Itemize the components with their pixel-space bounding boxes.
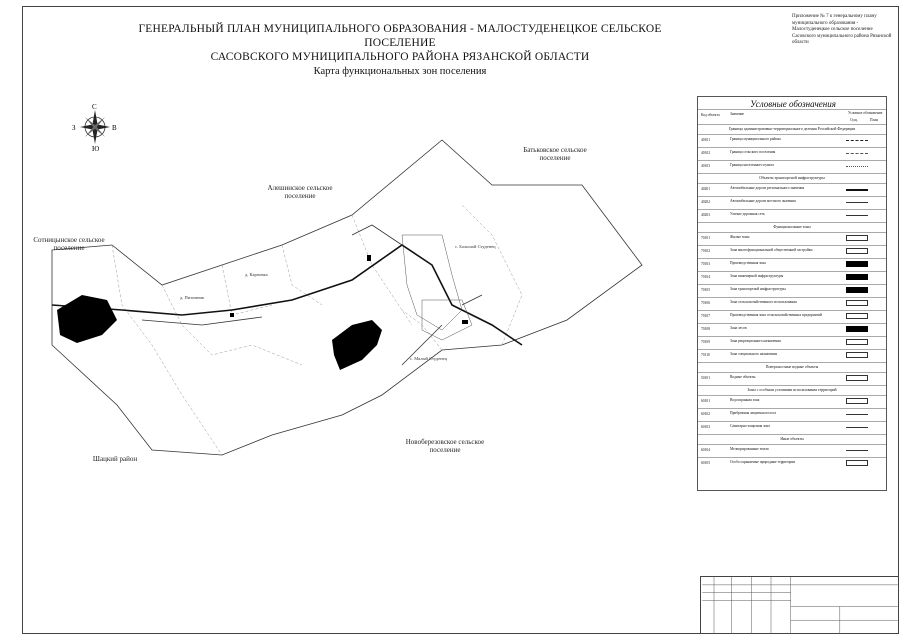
- legend-row: [698, 421, 886, 433]
- legend-symbol: [846, 166, 868, 167]
- legend-section: Поверхностные водные объекты: [698, 362, 886, 372]
- legend-row: [698, 457, 886, 469]
- legend-row: [698, 284, 886, 296]
- legend-label: Водоохранная зона: [730, 398, 760, 402]
- legend-section: Иные объекты: [698, 434, 886, 444]
- compass-west: З: [72, 124, 76, 132]
- legend-label: Зона рекреационного назначения: [730, 339, 781, 343]
- map-subtitle: Карта функциональных зон поселения: [313, 66, 487, 77]
- legend-symbol: [846, 313, 868, 319]
- legend-label: Производственная зона сельскохозяйственных предприятий: [730, 313, 822, 317]
- legend-code: 60102: [701, 412, 710, 416]
- legend-row: [698, 258, 886, 270]
- legend-code: 70109: [701, 340, 710, 344]
- legend-label: Особо охраняемые природные территории: [730, 460, 796, 464]
- legend-title: Условные обозначения: [750, 99, 836, 109]
- legend-symbol: [846, 189, 868, 191]
- legend-code: 70104: [701, 275, 710, 279]
- legend-label: Жилые зоны: [730, 235, 750, 239]
- legend-row: [698, 310, 886, 322]
- legend-row: [698, 323, 886, 335]
- label-maly-studenets: с. Малый Студенец: [410, 356, 448, 361]
- building-marker: [367, 255, 371, 261]
- legend-row: [698, 196, 886, 208]
- legend-header-planned: План: [870, 118, 878, 122]
- appendix-note: Приложение № 7 к генеральному плану муниципального образования - Малостуденецкое сельское поселение Сасовского муниципального района Рязанской области: [792, 14, 892, 45]
- label-shatsky: Шацкий район: [92, 455, 138, 463]
- legend-label: Зона сельскохозяйственного использования: [730, 300, 797, 304]
- page-title: [110, 22, 690, 64]
- legend-label: Граница сельского поселения: [730, 150, 776, 154]
- legend-label: Водные объекты: [730, 375, 756, 379]
- legend-code: 40202: [701, 200, 710, 204]
- compass-east: В: [112, 124, 117, 132]
- legend-section: Функциональные зоны: [698, 222, 886, 232]
- legend-symbol: [846, 140, 868, 141]
- legend-code: 40201: [701, 187, 710, 191]
- building-marker: [462, 320, 468, 324]
- legend-label: Граница муниципального района: [730, 137, 781, 141]
- legend-code: 40101: [701, 138, 710, 142]
- legend-row: [698, 147, 886, 159]
- regional-road: [52, 245, 522, 345]
- legend-label: Санитарно-защитная зона: [730, 424, 770, 428]
- legend-row: [698, 245, 886, 257]
- legend-symbol: [846, 375, 868, 381]
- label-aleshinskoe: Алешинское сельское поселение: [267, 184, 333, 200]
- legend-section: Границы административно-территориального деления Российской Федерации: [698, 124, 886, 134]
- forest-zone-west: [57, 295, 117, 343]
- legend-label: Прибрежная защитная полоса: [730, 411, 777, 415]
- legend-code: 50101: [701, 376, 710, 380]
- legend-row: [698, 134, 886, 146]
- internal-boundaries: [112, 205, 522, 455]
- legend-symbol: [846, 300, 868, 306]
- legend-code: 60104: [701, 448, 710, 452]
- legend-label: Граница населенного пункта: [730, 163, 774, 167]
- legend-label: Зона транспортной инфраструктуры: [730, 287, 786, 291]
- legend-header-code: Код объекта: [701, 113, 720, 117]
- label-batkovskoe: Батьковское сельское поселение: [523, 146, 587, 162]
- legend-code: 40102: [701, 151, 710, 155]
- legend-section: Объекты транспортной инфраструктуры: [698, 173, 886, 183]
- map-legend: [697, 96, 887, 491]
- label-sotnitsynskoe: Сотницынское сельское поселение: [33, 236, 105, 252]
- legend-symbol: [846, 339, 868, 345]
- legend-symbol: [846, 414, 868, 415]
- legend-code: 70110: [701, 353, 710, 357]
- legend-symbol: [846, 248, 868, 254]
- legend-symbol: [846, 235, 868, 241]
- legend-symbol: [846, 153, 868, 154]
- legend-code: 60101: [701, 399, 710, 403]
- legend-row: [698, 395, 886, 407]
- building-marker: [230, 313, 234, 317]
- forest-zone-central: [332, 320, 382, 370]
- legend-symbol: [846, 261, 868, 267]
- legend-row: [698, 336, 886, 348]
- legend-symbol: [846, 352, 868, 358]
- legend-row: [698, 297, 886, 309]
- legend-symbol: [846, 326, 868, 332]
- legend-header-existing: Сущ.: [850, 118, 858, 122]
- legend-row: [698, 271, 886, 283]
- legend-row: [698, 349, 886, 361]
- legend-symbol: [846, 398, 868, 404]
- legend-label: Производственная зона: [730, 261, 766, 265]
- label-karpovka: д. Карповка: [245, 272, 268, 277]
- legend-symbol: [846, 460, 868, 466]
- legend-symbol: [846, 427, 868, 428]
- legend-row: [698, 183, 886, 195]
- legend-code: 70108: [701, 327, 710, 331]
- title-line-1: ГЕНЕРАЛЬНЫЙ ПЛАН МУНИЦИПАЛЬНОГО ОБРАЗОВАНИЯ - МАЛОСТУДЕНЕЦКОЕ СЕЛЬСКОЕ ПОСЕЛЕНИЕ: [138, 23, 662, 49]
- legend-label: Зона специального назначения: [730, 352, 778, 356]
- legend-code: 40103: [701, 164, 710, 168]
- legend-row: [698, 408, 886, 420]
- legend-code: 60105: [701, 461, 710, 465]
- legend-symbol: [846, 450, 868, 451]
- compass-south: Ю: [92, 145, 100, 152]
- legend-code: 70101: [701, 236, 710, 240]
- label-bolshoy-studenets: с. Большой Студенец: [455, 244, 496, 249]
- legend-symbol: [846, 274, 868, 280]
- legend-symbol: [846, 215, 868, 216]
- legend-header-symbol: Условное обозначение: [848, 111, 883, 115]
- legend-row: [698, 209, 886, 221]
- legend-label: Зона инженерной инфраструктуры: [730, 274, 784, 278]
- legend-code: 70105: [701, 288, 710, 292]
- legend-row: [698, 232, 886, 244]
- legend-label: Мелиорированные земли: [730, 447, 769, 451]
- title-block-stamp: [700, 576, 899, 634]
- legend-symbol: [846, 202, 868, 203]
- legend-header-name: Значение: [730, 112, 745, 116]
- title-line-2: САСОВСКОГО МУНИЦИПАЛЬНОГО РАЙОНА РЯЗАНСКОЙ ОБЛАСТИ: [210, 51, 590, 63]
- legend-code: 70106: [701, 301, 710, 305]
- legend-section: Зоны с особыми условиями использования территорий: [698, 385, 886, 395]
- legend-row: [698, 372, 886, 384]
- legend-code: 70107: [701, 314, 710, 318]
- legend-header-row: [698, 109, 886, 124]
- label-novoberezovskoe: Новоберезовское сельское поселение: [405, 438, 485, 454]
- legend-code: 40203: [701, 213, 710, 217]
- compass-north: С: [92, 103, 97, 111]
- legend-code: 70102: [701, 249, 710, 253]
- legend-label: Улично-дорожная сеть: [730, 212, 765, 216]
- legend-symbol: [846, 287, 868, 293]
- legend-row: [698, 444, 886, 456]
- legend-label: Зона лесов: [730, 326, 747, 330]
- village-bolshoy-studenets: [402, 235, 462, 330]
- legend-code: 60103: [701, 425, 710, 429]
- settlement-boundary: [52, 140, 642, 455]
- legend-label: Автомобильные дороги местного значения: [730, 199, 796, 203]
- legend-row: [698, 160, 886, 172]
- legend-label: Автомобильные дороги регионального значения: [730, 186, 805, 190]
- legend-code: 70103: [701, 262, 710, 266]
- legend-label: Зона многофункциональной общественной застройки: [730, 248, 813, 252]
- label-pitomnik: д. Питомник: [180, 295, 205, 300]
